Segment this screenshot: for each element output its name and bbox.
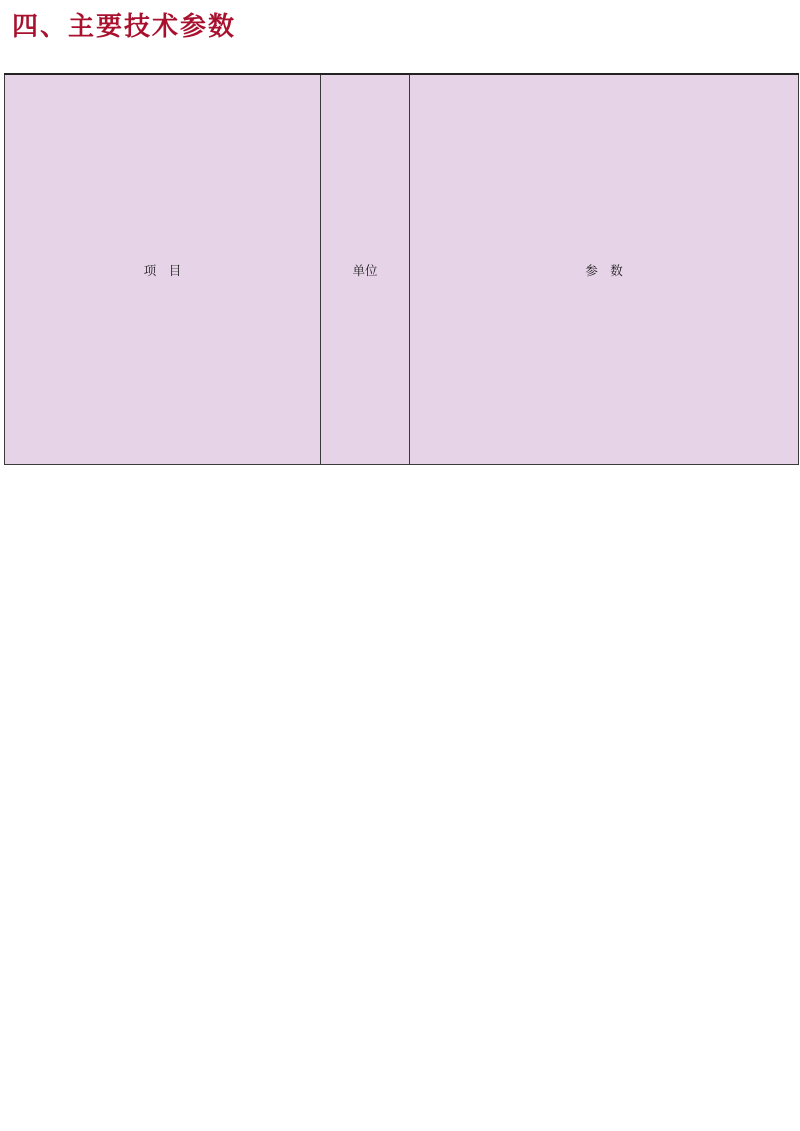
header-unit: 单位	[321, 74, 410, 465]
header-param: 参 数	[410, 74, 799, 465]
spec-table	[4, 73, 799, 465]
table-header-row	[5, 74, 799, 465]
header-item: 项 目	[5, 74, 321, 465]
section4-title: 四、主要技术参数	[12, 12, 237, 42]
